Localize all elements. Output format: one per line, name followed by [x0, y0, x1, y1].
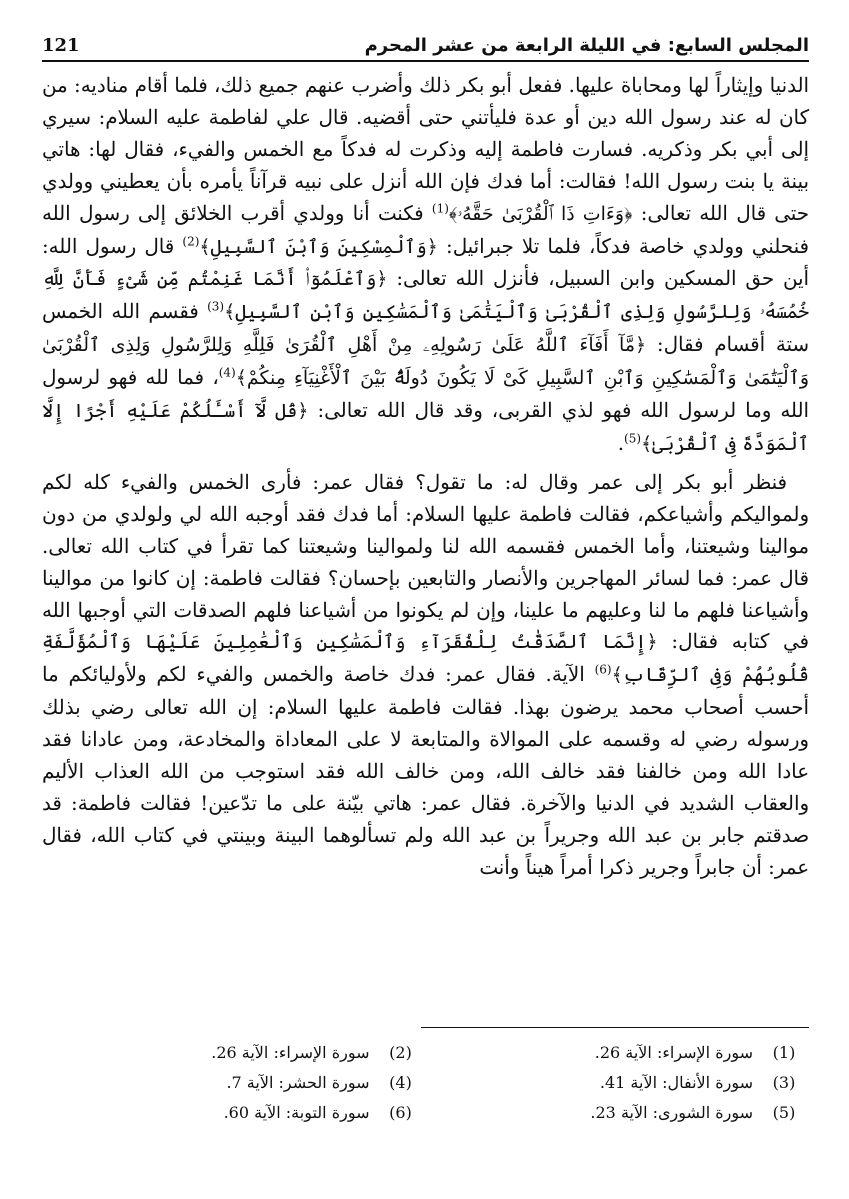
- text-run: فقسم الله الخمس ستة أقسام فقال:: [42, 300, 809, 357]
- page-number: 121: [42, 35, 80, 56]
- footnote-text: سورة الإسراء: الآية 26.: [211, 1043, 370, 1062]
- footnote-number: (4): [389, 1073, 412, 1092]
- footnote: [426, 1098, 810, 1128]
- footnote-separator: [421, 1027, 809, 1028]
- footnote-row: [42, 1098, 809, 1128]
- footnote: [426, 1068, 810, 1098]
- footnote-text: سورة الأنفال: الآية 41.: [599, 1073, 753, 1092]
- text-run: الآية. فقال عمر: فدك خاصة والخمس والفيء لكم ولأوليائكم ما أحسب أصحاب محمد يرضون بهذا. فقالت فاطمة عليها السلام: إن الله تعالى رضي بذلك ورسوله رضي له وقسمه على الموالاة والمتابعة لا على المعاداة والمخادعة، ومن عادانا فقد عادا الله ومن خالفنا فقد خالف الله، ومن خالف الله فقد استوجب من الله العذاب الأليم والعقاب الشديد في الدنيا والآخرة. فقال عمر: هاتي بيّنة على ما تدّعين! فقالت فاطمة: قد صدقتم جابر بن عبد الله وجريراً بن عبد الله ولم تسألوهما البينة وبينتي في كتاب الله، فقال عمر: أن جابراً وجرير ذكرا أمراً هيناً وأنت: [42, 663, 809, 879]
- footnote: [42, 1098, 426, 1128]
- paragraph: [42, 467, 809, 884]
- footnote-text: سورة الإسراء: الآية 26.: [594, 1043, 753, 1062]
- footnote-number: (5): [772, 1103, 796, 1122]
- quran-verse: ﴿وَٱلْمِسْكِينَ وَٱبْنَ ٱلسَّبِيلِ﴾: [199, 235, 438, 258]
- footnote-ref: (5): [624, 431, 642, 446]
- main-text: [42, 70, 809, 884]
- footnote-ref: (6): [594, 662, 612, 677]
- footnote-number: (6): [389, 1103, 412, 1122]
- text-run: فنظر أبو بكر إلى عمر وقال له: ما تقول؟ فقال عمر: فأرى الخمس والفيء كله لكم ولمواليكم وأشياعكم، فقالت فاطمة عليها السلام: أما فدك فقد أوجبه الله لي ولولدي من دون موالينا وشيعتنا، وأما الخمس فقسمه الله لنا ولموالينا وشيعتنا كما تقرأ في كتاب الله تعالى. قال عمر: فما لسائر المهاجرين والأنصار والتابعين بإحسان؟ فقالت فاطمة: إن كانوا من موالينا وأشياعنا فلهم ما لنا وعليهم ما علينا، وإن لم يكونوا من أشياعنا فلهم الصدقات التي أوجبها الله في كتابه فقال:: [42, 470, 809, 654]
- running-title: المجلس السابع: في الليلة الرابعة من عشر المحرم: [364, 35, 809, 56]
- footnote: [42, 1068, 426, 1098]
- text-run: قال رسول الله: أين حق المسكين وابن السبيل، فأنزل الله تعالى:: [42, 234, 810, 291]
- footnote-number: (2): [389, 1043, 412, 1062]
- footnote-text: سورة الحشر: الآية 7.: [226, 1073, 370, 1092]
- footnote-number: (1): [772, 1043, 796, 1062]
- footnote-row: [42, 1068, 809, 1098]
- quran-verse: ﴿إِنَّمَا ٱلصَّدَقَٰتُ لِلْفُقَرَآءِ وَٱلْمَسَٰكِينِ وَٱلْعَٰمِلِينَ عَلَيْهَا وَٱلْمُؤَلَّفَةِ قُلُوبُهُمْ وَفِى ٱلرِّقَابِ﴾: [42, 631, 809, 687]
- footnote-ref: (1): [431, 201, 449, 216]
- text-run: .: [617, 431, 625, 455]
- footnote-ref: (2): [182, 233, 200, 248]
- quran-verse: ﴿وَءَاتِ ذَا ٱلْقُرْبَىٰ حَقَّهُۥ﴾: [448, 202, 633, 225]
- footnotes: [42, 1038, 809, 1128]
- footnote-row: [42, 1038, 809, 1068]
- footnote-number: (3): [772, 1073, 796, 1092]
- footnote-ref: (4): [218, 365, 236, 380]
- quran-verse: ﴿مَّآ أَفَآءَ ٱللَّهُ عَلَىٰ رَسُولِهِۦ مِنْ أَهْلِ ٱلْقُرَىٰ فَلِلَّهِ وَلِلرَّسُولِ وَلِذِى ٱلْقُرْبَىٰ وَٱلْيَتَٰمَىٰ وَٱلْمَسَٰكِينِ وَٱبْنِ ٱلسَّبِيلِ كَىْ لَا يَكُونَ دُولَةًۢ بَيْنَ ٱلْأَغْنِيَآءِ مِنكُمْ﴾: [42, 334, 809, 390]
- footnote: [42, 1038, 426, 1068]
- text-run: فكنت أنا وولدي أقرب الخلائق إلى رسول الله فنحلني وولدي خاصة فدكاً، فلما تلا جبرائيل:: [42, 201, 809, 258]
- footnote-ref: (3): [207, 299, 225, 314]
- page-header: [42, 30, 809, 62]
- footnote: [426, 1038, 810, 1068]
- text-run: ، فما لله فهو لرسول الله وما لرسول الله فهو لذي القربى، وقد قال الله تعالى:: [42, 366, 809, 423]
- quran-verse: ﴿قُل لَّآ أَسْـَٔلُكُمْ عَلَيْهِ أَجْرًا إِلَّا ٱلْمَوَدَّةَ فِى ٱلْقُرْبَىٰ﴾: [42, 400, 809, 455]
- text-run: الدنيا وإيثاراً لها ومحاباة عليها. ففعل أبو بكر ذلك وأضرب عنهم جميع ذلك، فلما أقام مناديه: من كان له عند رسول الله دين أو عدة فليأتني حتى أقضيه. قال علي لفاطمة عليه السلام: سيري إلى أبي بكر وذكريه. فسارت فاطمة إليه وذكرت له فدكاً مع الخمس والفيء، فقال لها: هاتي بينة يا بنت رسول الله! فقالت: أما فدك فإن الله أنزل على نبيه قرآناً يأمره بأن يعطيني وولدي حتى قال الله تعالى:: [42, 74, 809, 225]
- paragraph: [42, 70, 809, 461]
- footnote-text: سورة الشورى: الآية 23.: [590, 1103, 753, 1122]
- footnote-text: سورة التوبة: الآية 60.: [223, 1103, 370, 1122]
- quran-verse: ﴿وَٱعْلَمُوٓا۟ أَنَّمَا غَنِمْتُم مِّن شَىْءٍ فَأَنَّ لِلَّهِ خُمُسَهُۥ وَلِلرَّسُولِ وَلِذِى ٱلْقُرْبَىٰ وَٱلْيَتَٰمَىٰ وَٱلْمَسَٰكِينِ وَٱبْنِ ٱلسَّبِيلِ﴾: [42, 268, 809, 324]
